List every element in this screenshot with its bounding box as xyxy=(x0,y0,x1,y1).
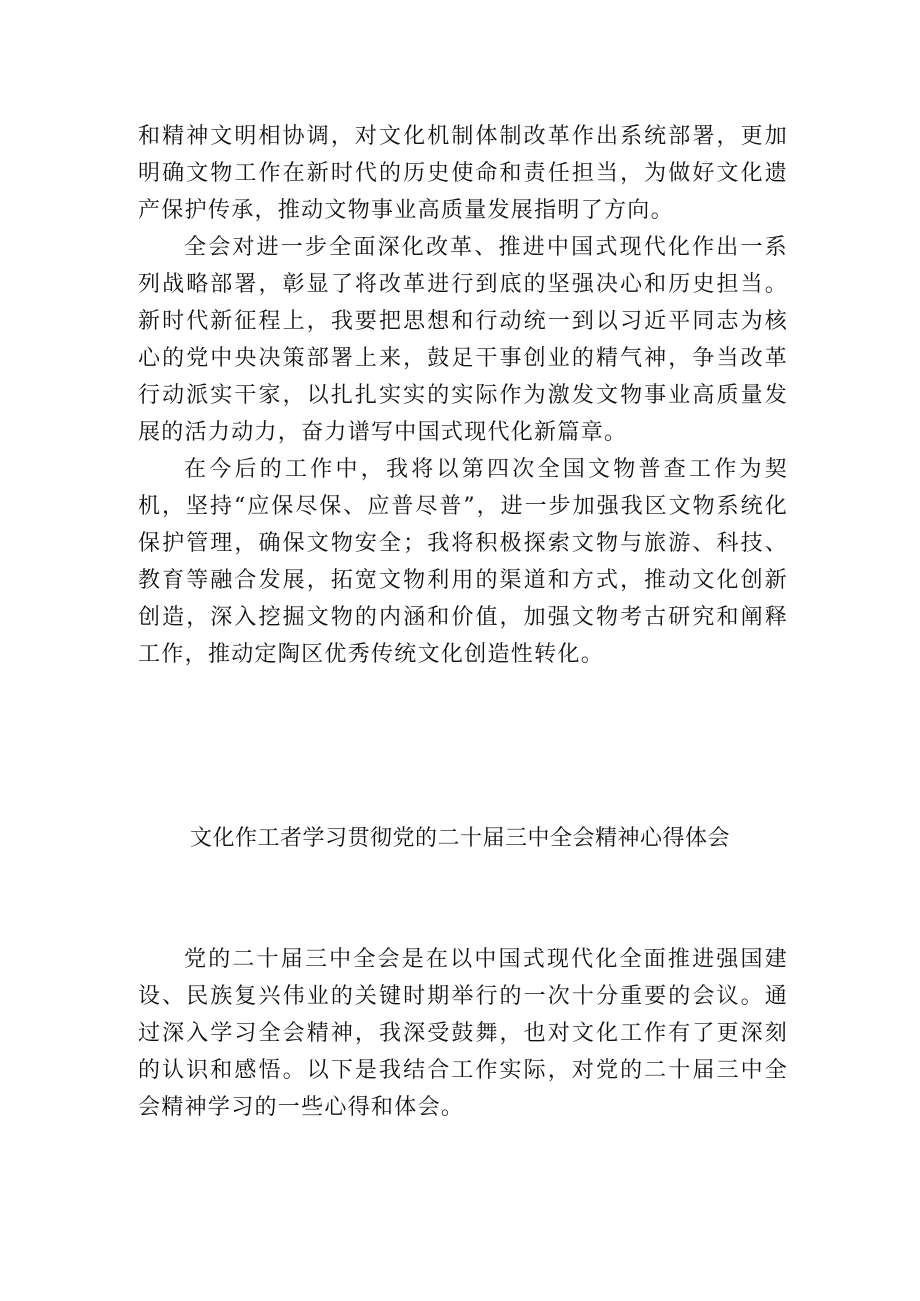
body-text-section-1 xyxy=(138,118,788,673)
paragraph-plenum-deployment: 全会对进一步全面深化改革、推进中国式现代化作出一系列战略部署，彰显了将改革进行到底的坚强决心和历史担当。新时代新征程上，我要把思想和行动统一到以习近平同志为核心的党中央决策部署上来，鼓足干事创业的精气神，争当改革行动派实干家，以扎扎实实的实际作为激发文物事业高质量发展的活力动力，奋力谱写中国式现代化新篇章。 xyxy=(138,235,788,445)
article-title: 文化作工者学习贯彻党的二十届三中全会精神心得体会 xyxy=(189,826,730,851)
paragraph-future-work: 在今后的工作中，我将以第四次全国文物普查工作为契机，坚持“应保尽保、应普尽普”，进一步加强我区文物系统化保护管理，确保文物安全；我将积极探索文物与旅游、科技、教育等融合发展，拓宽文物利用的渠道和方式，推动文化创新创造，深入挖掘文物的内涵和价值，加强文物考古研究和阐释工作，推动定陶区优秀传统文化创造性转化。 xyxy=(138,457,788,667)
body-text-section-2 xyxy=(138,941,788,1126)
paragraph-continuation: 和精神文明相协调，对文化机制体制改革作出系统部署，更加明确文物工作在新时代的历史使命和责任担当，为做好文化遗产保护传承，推动文物事业高质量发展指明了方向。 xyxy=(138,124,788,223)
paragraph-introduction: 党的二十届三中全会是在以中国式现代化全面推进强国建设、民族复兴伟业的关键时期举行的一次十分重要的会议。通过深入学习全会精神，我深受鼓舞，也对文化工作有了更深刻的认识和感悟。以下是我结合工作实际，对党的二十届三中全会精神学习的一些心得和体会。 xyxy=(138,947,788,1120)
